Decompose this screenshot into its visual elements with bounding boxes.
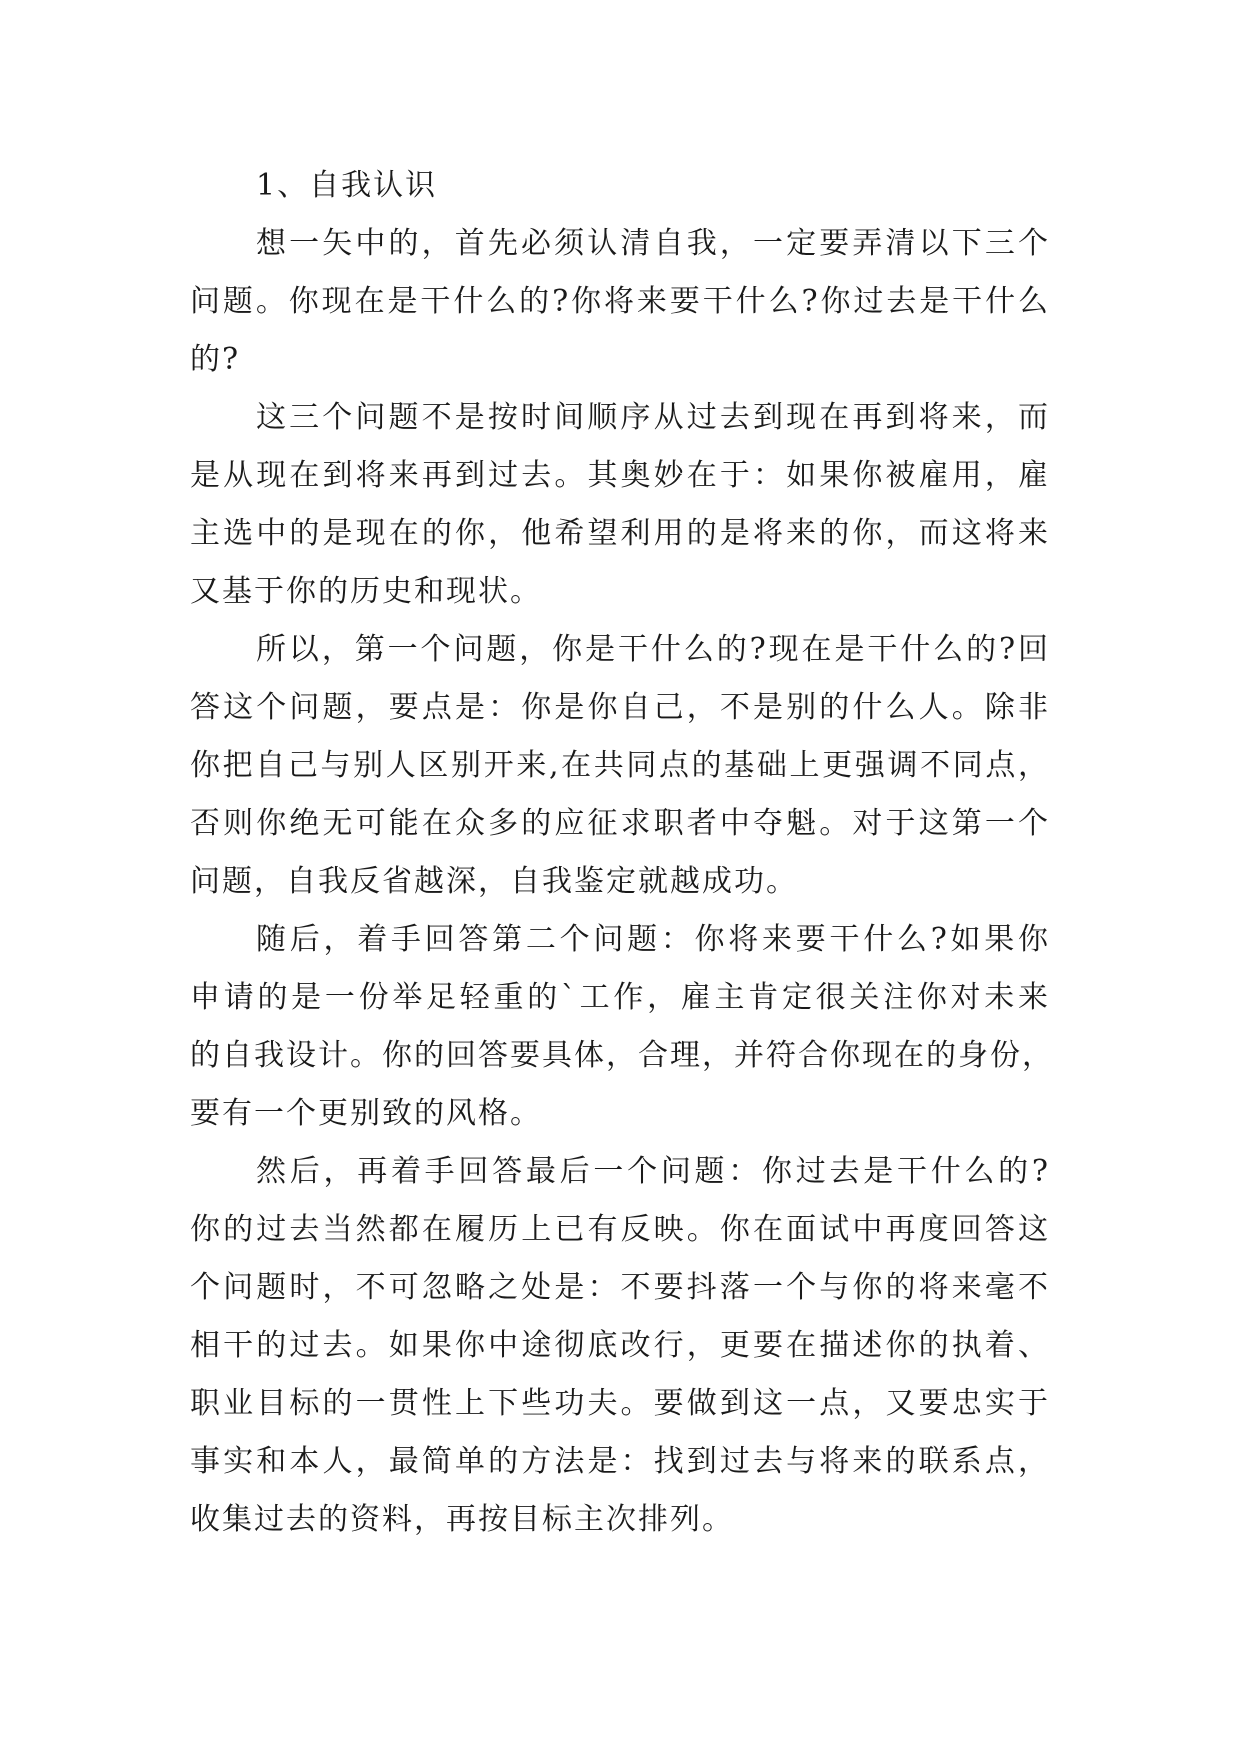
text-line: 随后，着手回答第二个问题：你将来要干什么?如果你 <box>256 922 1050 957</box>
text-line: 收集过去的资料，再按目标主次排列。 <box>190 1502 734 1537</box>
text-line: 要有一个更别致的风格。 <box>190 1096 542 1131</box>
text-line: 主选中的是现在的你，他希望利用的是将来的你，而这将来 <box>190 516 1050 551</box>
text-line: 这三个问题不是按时间顺序从过去到现在再到将来，而 <box>256 400 1050 435</box>
text-line: 答这个问题，要点是：你是你自己，不是别的什么人。除非 <box>190 690 1050 725</box>
text-line: 然后，再着手回答最后一个问题：你过去是干什么的? <box>256 1154 1050 1189</box>
text-line: 你把自己与别人区别开来,在共同点的基础上更强调不同点， <box>190 748 1050 783</box>
text-line: 所以，第一个问题，你是干什么的?现在是干什么的?回 <box>256 632 1050 667</box>
text-line: 问题，自我反省越深，自我鉴定就越成功。 <box>190 864 798 899</box>
text-line: 否则你绝无可能在众多的应征求职者中夺魁。对于这第一个 <box>190 806 1050 841</box>
text-line: 申请的是一份举足轻重的`工作，雇主肯定很关注你对未来 <box>190 980 1050 1015</box>
text-line: 的? <box>190 342 241 377</box>
text-line: 事实和本人，最简单的方法是：找到过去与将来的联系点， <box>190 1444 1050 1479</box>
section-heading: 1、自我认识 <box>256 168 438 203</box>
text-line: 又基于你的历史和现状。 <box>190 574 542 609</box>
text-line: 个问题时，不可忽略之处是：不要抖落一个与你的将来毫不 <box>190 1270 1050 1305</box>
text-line: 你的过去当然都在履历上已有反映。你在面试中再度回答这 <box>190 1212 1050 1247</box>
text-line: 想一矢中的，首先必须认清自我，一定要弄清以下三个 <box>256 226 1050 261</box>
text-line: 职业目标的一贯性上下些功夫。要做到这一点，又要忠实于 <box>190 1386 1050 1421</box>
text-line: 相干的过去。如果你中途彻底改行，更要在描述你的执着、 <box>190 1328 1050 1363</box>
text-line: 问题。你现在是干什么的?你将来要干什么?你过去是干什么 <box>190 284 1050 319</box>
text-line: 是从现在到将来再到过去。其奥妙在于：如果你被雇用，雇 <box>190 458 1050 493</box>
text-line: 的自我设计。你的回答要具体，合理，并符合你现在的身份， <box>190 1038 1054 1073</box>
